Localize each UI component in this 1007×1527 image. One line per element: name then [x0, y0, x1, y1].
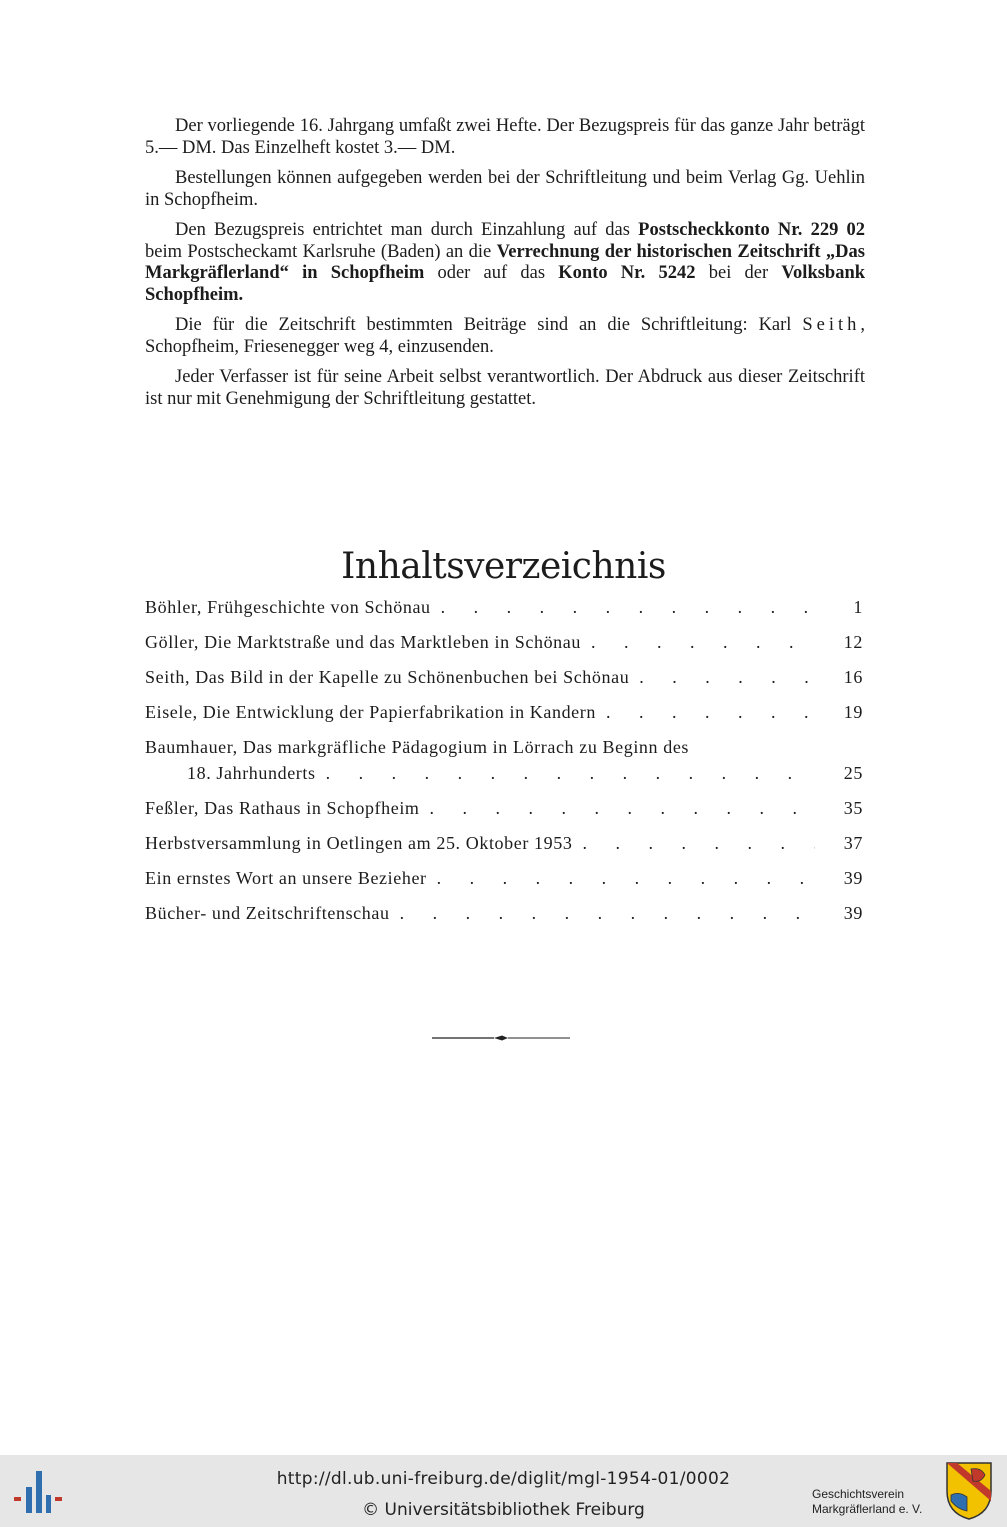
toc-entry: Böhler, Frühgeschichte von Schönau . . . 1	[145, 594, 863, 620]
footer-bar	[0, 1455, 1007, 1527]
intro-paragraph-3: Den Bezugspreis entrichtet man durch Einzahlung auf das Postscheckkonto Nr. 229 02 beim Postscheckamt Karlsruhe (Baden) an die Verrechnung der historischen Zeitschrift „Das Markgräflerland“ in Schopfheim oder auf das Konto Nr. 5242 bei der Volksbank Schopfheim.	[145, 220, 866, 305]
intro-paragraph-5: Jeder Verfasser ist für seine Arbeit selbst verantwortlich. Der Abdruck aus dieser Zeitschrift ist nur mit Genehmigung der Schriftleitung gestattet.	[145, 367, 865, 409]
intro-paragraph-1: Der vorliegende 16. Jahrgang umfaßt zwei Hefte. Der Bezugspreis für das ganze Jahr beträgt 5.— DM. Das Einzelheft kostet 3.— DM.	[145, 116, 865, 158]
toc-entry: Göller, Die Marktstraße und das Marktleben in Schönau . . . 12	[145, 629, 863, 655]
toc-entry: Seith, Das Bild in der Kapelle zu Schönenbuchen bei Schönau . . . 16	[145, 664, 863, 690]
copyright-notice: © Universitätsbibliothek Freiburg	[362, 1500, 645, 1520]
intro-paragraph-2: Bestellungen können aufgegeben werden bei der Schriftleitung und beim Verlag Gg. Uehlin in Schopfheim.	[145, 168, 865, 210]
coat-of-arms-icon	[945, 1461, 993, 1521]
toc-entry: Baumhauer, Das markgräfliche Pädagogium in Lörrach zu Beginn des 18. Jahrhunderts . . . 25	[145, 734, 863, 786]
society-name: Geschichtsverein Markgräflerland e. V.	[812, 1487, 923, 1516]
table-of-contents	[145, 594, 863, 935]
toc-entry: Bücher- und Zeitschriftenschau . . . 39	[145, 900, 863, 926]
ornament-divider	[432, 1030, 570, 1046]
toc-entry: Feßler, Das Rathaus in Schopfheim . . . 35	[145, 795, 863, 821]
toc-entry: Herbstversammlung in Oetlingen am 25. Oktober 1953 . . . 37	[145, 830, 863, 856]
intro-paragraph-4: Die für die Zeitschrift bestimmten Beiträge sind an die Schriftleitung: Karl Seith, Schopfheim, Friesenegger weg 4, einzusenden.	[145, 315, 865, 357]
toc-entry: Eisele, Die Entwicklung der Papierfabrikation in Kandern . . . 19	[145, 699, 863, 725]
toc-entry: Ein ernstes Wort an unsere Bezieher . . . 39	[145, 865, 863, 891]
toc-title: Inhaltsverzeichnis	[341, 546, 666, 588]
intro-text	[145, 116, 865, 419]
document-url[interactable]: http://dl.ub.uni-freiburg.de/diglit/mgl-1954-01/0002	[276, 1469, 731, 1489]
